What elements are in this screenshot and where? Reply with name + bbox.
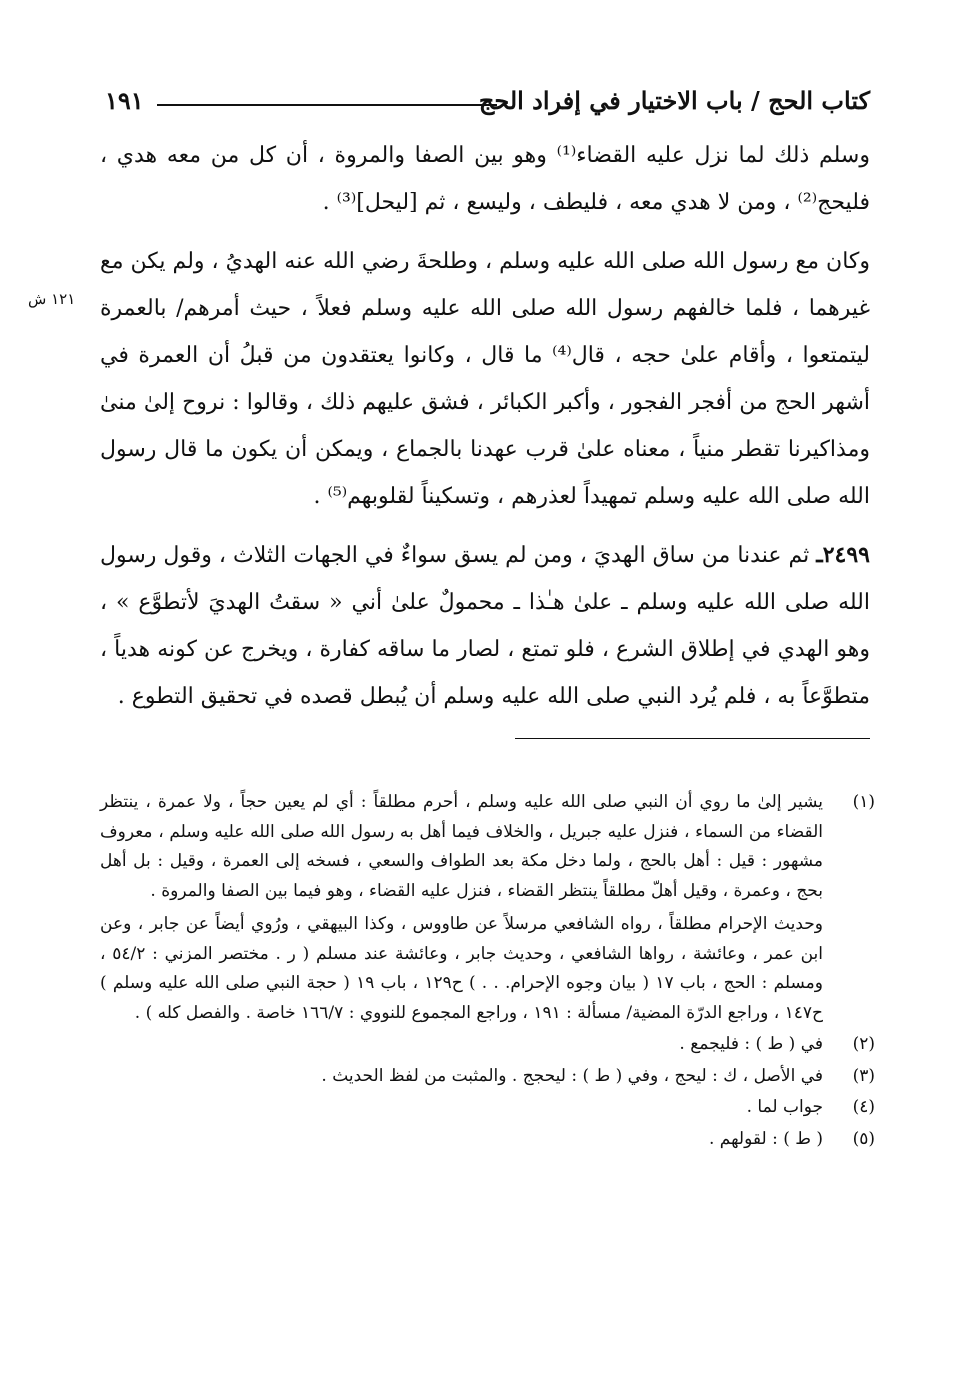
- footnotes: [100, 788, 875, 1154]
- paragraph-3: [100, 532, 870, 720]
- footnote-text: ( ط ) : لقولهم .: [708, 1128, 823, 1149]
- footnote-number: (١): [852, 792, 875, 812]
- footnote-2: [100, 1030, 875, 1060]
- footnote-separator: [515, 738, 870, 739]
- footnote-number: (٢): [852, 1034, 875, 1054]
- running-header: [105, 86, 870, 122]
- footnote-number: (٣): [852, 1065, 875, 1086]
- margin-note: ١٢١ ش: [28, 290, 76, 308]
- footnote-text: يشير إلىٰ ما روي أن النبي صلى الله عليه وسلم ، أحرم مطلقاً : أي لم يعين حجاً ، ولا عمرة ، ينتظر القضاء من السماء ، فنزل عليه جبريل ، والخلاف فيما أهل به رسول الله صلى الله عليه وسلم ، معروف مشهور : قيل : أهل بالحج ، ولما دخل مكة بعد الطواف والسعي ، فسخه إلى العمرة ، وقيل : بل أهل بحج ، وعمرة ، وقيل أهلّ مطلقاً ينتظر القضاء ، فنزل عليه القضاء ، وهو فيما بين الصفا والمروة .: [100, 792, 823, 901]
- footnote-text: في الأصل ، ك : ليحج ، وفي ( ط ) : ليحجج . والمثبت من لفظ الحديث .: [321, 1065, 823, 1086]
- footnote-number: (٤): [852, 1097, 875, 1117]
- paragraph-3-text: ثم عندنا من ساق الهديَ ، ومن لم يسق سواءٌ في الجهات الثلاث ، وقول رسول الله صلى الله عليه وسلم ـ علىٰ هـٰذا ـ محمولٌ علىٰ أني « سقتُ الهديَ لأتطوَّع » ، وهو الهدي في إطلاق الشرع ، فلو تمتع ، لصار ما ساقه كفارة ، ويخرج عن كونه هدياً ، متطوَّعاً به ، فلم يُرد النبي صلى الله عليه وسلم أن يُبطل قصده في تحقيق التطوع .: [100, 543, 870, 709]
- footnote-5: [100, 1125, 875, 1155]
- header-rule: [157, 104, 497, 106]
- footnote-text: جواب لما .: [746, 1097, 823, 1117]
- paragraph-number: ٢٤٩٩ـ: [816, 542, 870, 568]
- main-text: [100, 132, 870, 732]
- paragraph-1: وسلم ذلك لما نزل عليه القضاء⁽¹⁾ وهو بين الصفا والمروة ، أن كل من معه هدي ، فليحج⁽²⁾ ، ومن لا هدي معه ، فليطف ، وليسع ، ثم [ليحل]⁽³⁾ .: [100, 143, 870, 215]
- footnote-text: في ( ط ) : فليجمع .: [679, 1034, 823, 1054]
- paragraph-2: وكان مع رسول الله صلى الله عليه وسلم ، وطلحةَ رضي الله عنه الهديُ ، ولم يكن مع غيرهما ، فلما خالفهم رسول الله صلى الله عليه وسلم فعلاً ، حيث أمرهم/ بالعمرة ليتمتعوا ، وأقام علىٰ حجه ، قال⁽⁴⁾ ما قال ، وكانوا يعتقدون من قبلُ أن العمرة في أشهر الحج من أفجر الفجور ، وأكبر الكبائر ، فشق عليهم ذلك ، وقالوا : نروح إلىٰ منىٰ ومذاكيرنا تقطر منياً ، معناه علىٰ قرب عهدنا بالجماع ، ويمكن أن يكون ما قال رسول الله صلى الله عليه وسلم تمهيداً لعذرهم ، وتسكيناً لقلوبهم⁽⁵⁾ .: [100, 249, 870, 509]
- chapter-title: كتاب الحج / باب الاختيار في إفراد الحج: [478, 86, 870, 115]
- footnote-1-continuation: وحديث الإحرام مطلقاً ، رواه الشافعي مرسلاً عن طاووس ، وكذا البيهقي ، ورُوي أيضاً عن جابر ، وعن ابن عمر ، وعائشة ، رواها الشافعي ، وحديث جابر ، وعائشة عند مسلم ( ر . مختصر المزني : ٥٤/٢ ، ومسلم : الحج ، باب ١٧ ( بيان وجوه الإحرام. . . ) ح١٢٩ ، باب ١٩ ( حجة النبي صلى الله عليه وسلم ) ح١٤٧ ، وراجع الدرّة المضية/ مسألة : ١٩١ ، وراجع المجموع للنووي : ١٦٦/٧ خاصة . والفصل كله ) .: [100, 914, 823, 1023]
- page-number: ١٩١: [105, 86, 144, 115]
- footnote-number: (٥): [852, 1128, 875, 1149]
- footnote-4: [100, 1093, 875, 1123]
- footnote-1: [100, 788, 875, 906]
- footnote-3: [100, 1062, 875, 1092]
